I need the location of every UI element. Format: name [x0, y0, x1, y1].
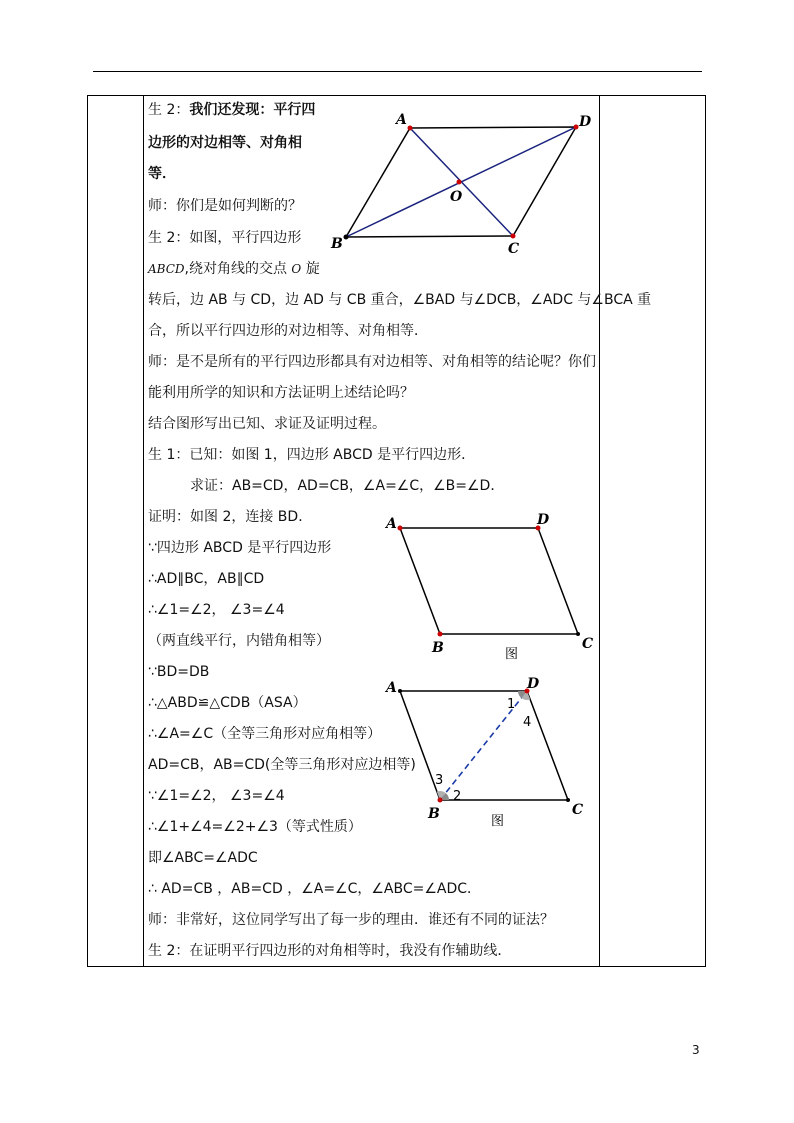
point-c	[566, 798, 570, 802]
text-line-25: 即∠ABC=∠ADC	[148, 850, 258, 866]
text-line-9: 师：是不是所有的平行四边形都具有对边相等、对角相等的结论呢？你们	[148, 354, 596, 370]
label-c: C	[572, 802, 584, 818]
point-d	[574, 125, 579, 130]
parallelogram-name: ABCD	[148, 262, 185, 276]
point-b	[438, 798, 443, 803]
label-d: D	[537, 512, 550, 528]
text-line-4: 师：你们是如何判断的？	[148, 198, 302, 214]
point-b	[438, 632, 443, 637]
point-a	[408, 126, 413, 131]
label-d: D	[579, 114, 592, 130]
text-line-16: ∴AD∥BC，AB∥CD	[148, 571, 265, 587]
text-line-10: 能利用所学的知识和方法证明上述结论吗？	[148, 385, 414, 401]
header-rule	[93, 71, 702, 72]
label-c: C	[508, 241, 520, 257]
point-a	[398, 526, 403, 531]
figure-caption: 图	[491, 814, 505, 829]
text-line-18: （两直线平行，内错角相等）	[148, 633, 330, 649]
label-c: C	[582, 636, 594, 652]
figure-caption: 图	[505, 647, 519, 662]
label-o: O	[450, 189, 463, 205]
label-b: B	[428, 806, 440, 822]
label-a: A	[386, 680, 397, 696]
text-line-3: 等．	[148, 166, 176, 182]
text-line-28: 生 2：在证明平行四边形的对角相等时，我没有作辅助线．	[148, 943, 512, 959]
label-a: A	[396, 112, 407, 128]
bold-statement: 我们还发现：平行四	[189, 102, 316, 118]
text-fragment: ,绕对角线的交点	[184, 261, 292, 277]
text-line-17: ∴∠1=∠2， ∠3=∠4	[148, 602, 285, 618]
text-line-27: 师：非常好，这位同学写出了每一步的理由．谁还有不同的证法？	[148, 912, 554, 928]
point-o	[457, 180, 462, 185]
figure-parallelogram-diagonals	[326, 108, 596, 258]
angle-1-label: 1	[507, 697, 516, 712]
text-line-24: ∴∠1+∠4=∠2+∠3（等式性质）	[148, 819, 362, 835]
text-line-20: ∴△ABD≌△CDB（ASA）	[148, 695, 307, 711]
speaker-label: 生 2：	[148, 102, 190, 118]
point-b	[344, 235, 349, 240]
point-o: O	[291, 262, 302, 276]
text-line-8: 合，所以平行四边形的对边相等、对角相等．	[148, 323, 428, 339]
text-line-21: ∴∠A=∠C（全等三角形对应角相等）	[148, 726, 382, 742]
angle-2-label: 2	[453, 789, 462, 804]
label-b: B	[331, 236, 343, 252]
figure-parallelogram-angles	[380, 675, 600, 835]
label-d: D	[527, 676, 540, 692]
text-line-23: ∵∠1=∠2， ∠3=∠4	[148, 788, 285, 804]
text-line-1	[148, 100, 315, 120]
figure-parallelogram	[380, 512, 600, 662]
text-line-15: ∵四边形 ABCD 是平行四边形	[148, 540, 332, 556]
text-line-11: 结合图形写出已知、求证及证明过程。	[148, 416, 386, 432]
label-b: B	[432, 640, 444, 656]
page-number: 3	[692, 1043, 700, 1057]
angle-3-label: 3	[435, 773, 444, 788]
table-col-divider-left	[143, 96, 144, 966]
point-c	[576, 632, 580, 636]
text-line-5: 生 2：如图，平行四边形	[148, 230, 302, 246]
point-a	[398, 689, 402, 693]
text-line-19: ∵BD=DB	[148, 664, 210, 680]
text-line-2: 边形的对边相等、对角相	[148, 135, 302, 151]
text-line-7: 转后，边 AB 与 CD，边 AD 与 CB 重合，∠BAD 与∠DCB，∠ADC 与∠BCA 重	[148, 292, 652, 308]
text-line-14: 证明：如图 2，连接 BD．	[148, 509, 313, 525]
text-line-12: 生 1：已知：如图 1，四边形 ABCD 是平行四边形．	[148, 447, 476, 463]
text-fragment: 旋	[301, 261, 320, 277]
text-line-13: 求证：AB=CD，AD=CB，∠A=∠C，∠B=∠D．	[190, 478, 505, 494]
text-line-6	[148, 259, 320, 279]
angle-4-label: 4	[523, 715, 532, 730]
parallelogram-outline	[400, 528, 578, 634]
text-line-22: AD=CB，AB=CD(全等三角形对应边相等)	[148, 757, 416, 773]
point-c	[511, 234, 516, 239]
label-a: A	[386, 516, 397, 532]
text-line-26: ∴ AD=CB ，AB=CD ，∠A=∠C，∠ABC=∠ADC．	[148, 881, 482, 897]
